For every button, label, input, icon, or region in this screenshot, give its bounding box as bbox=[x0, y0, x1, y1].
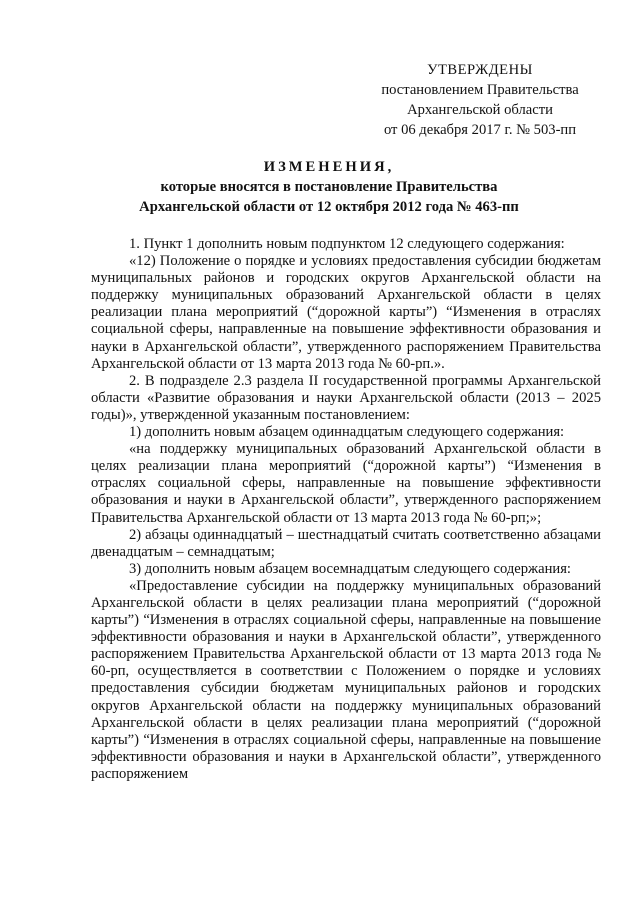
document-subtitle: которые вносятся в постановление Правительства bbox=[160, 179, 498, 195]
document-subtitle: Архангельской области от 12 октября 2012 года № 463-пп bbox=[139, 199, 519, 215]
document-title: ИЗМЕНЕНИЯ, bbox=[263, 159, 395, 175]
approval-line: от 06 декабря 2017 г. № 503-пп bbox=[383, 122, 577, 138]
paragraph: «12) Положение о порядке и условиях предоставления субсидии бюджетам муниципальных районов и городских округов Архангельской области на поддержку муниципальных образований Архангельской области в целях реализации плана мероприятий (“дорожной карты”) “Изменения в отраслях социальной сферы, направленные на повышение эффективности образования и науки в Архангельской области”, утвержденного распоряжением Правительства Архангельской области от 13 марта 2013 года № 60-рп.». bbox=[91, 253, 601, 372]
document-body bbox=[91, 236, 601, 783]
paragraph: 2. В подразделе 2.3 раздела II государственной программы Архангельской области «Развитие образования и науки Архангельской области (2013 – 2025 годы)», утвержденной указанным постановлением: bbox=[91, 372, 601, 423]
paragraph: 3) дополнить новым абзацем восемнадцатым следующего содержания: bbox=[129, 560, 571, 577]
paragraph: 1. Пункт 1 дополнить новым подпунктом 12 следующего содержания: bbox=[129, 236, 565, 252]
paragraph: «на поддержку муниципальных образований Архангельской области в целях реализации плана мероприятий (“дорожной карты”) “Изменения в отраслях социальной сферы, направленные на повышение эффективности образования и науки в Архангельской области”, утвержденного распоряжением Правительства Архангельской области от 13 марта 2013 года № 60-рп;»; bbox=[91, 441, 601, 526]
approval-stamp bbox=[360, 60, 600, 140]
paragraph: 1) дополнить новым абзацем одиннадцатым следующего содержания: bbox=[129, 424, 565, 441]
approval-title: УТВЕРЖДЕНЫ bbox=[427, 62, 533, 78]
document-heading bbox=[100, 157, 558, 217]
paragraph: «Предоставление субсидии на поддержку муниципальных образований Архангельской области в целях реализации плана мероприятий (“дорожной карты”) “Изменения в отраслях социальной сферы, направленные на повышение эффективности образования и науки в Архангельской области”, утвержденного распоряжением Правительства Архангельской области от 13 марта 2013 года № 60-рп, осуществляется в соответствии с Положением о порядке и условиях предоставления субсидии бюджетам муниципальных районов и городских округов Архангельской области на поддержку муниципальных образований Архангельской области в целях реализации плана мероприятий (“дорожной карты”) “Изменения в отраслях социальной сферы, направленные на повышение эффективности образования и науки в Архангельской области”, утвержденного распоряжением bbox=[91, 577, 601, 782]
paragraph: 2) абзацы одиннадцатый – шестнадцатый считать соответственно абзацами двенадцатым – семнадцатым; bbox=[91, 526, 601, 560]
approval-line: Архангельской области bbox=[407, 102, 553, 118]
approval-line: постановлением Правительства bbox=[381, 82, 579, 98]
